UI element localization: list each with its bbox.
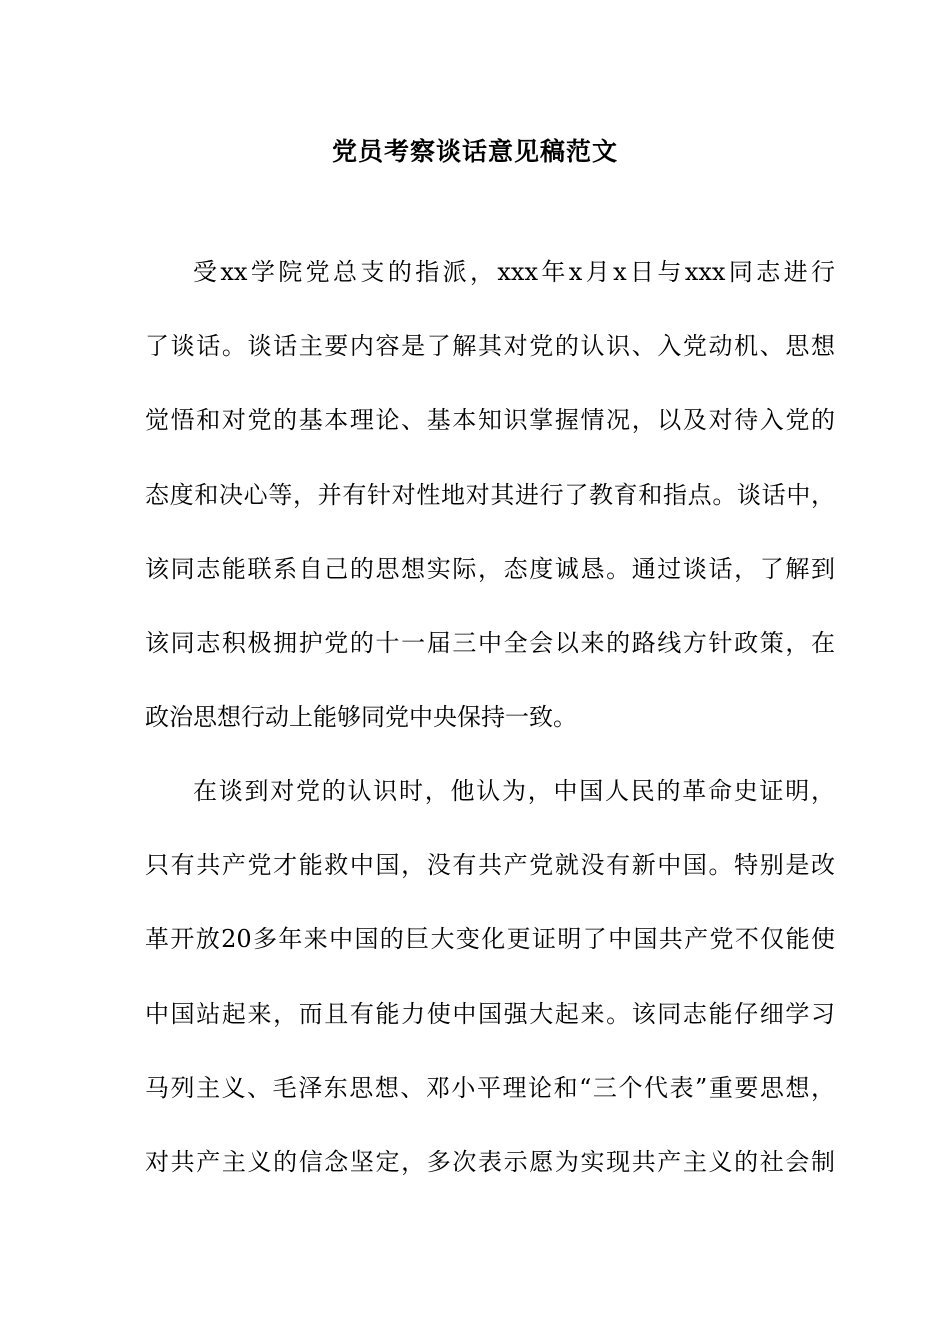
paragraph-line: 革开放20多年来中国的巨大变化更证明了中国共产党不仅能使 bbox=[145, 925, 835, 954]
paragraph-line: 了谈话。谈话主要内容是了解其对党的认识、入党动机、思想 bbox=[145, 332, 835, 361]
paragraph-line: 该同志能联系自己的思想实际，态度诚恳。通过谈话，了解到 bbox=[145, 554, 835, 583]
paragraph-1 bbox=[145, 252, 835, 771]
paragraph-line: 该同志积极拥护党的十一届三中全会以来的路线方针政策，在 bbox=[145, 628, 835, 657]
paragraph-line: 态度和决心等，并有针对性地对其进行了教育和指点。谈话中， bbox=[145, 480, 835, 509]
document-title: 党员考察谈话意见稿范文 bbox=[331, 137, 618, 166]
paragraph-line: 政治思想行动上能够同党中央保持一致。 bbox=[145, 703, 577, 732]
paragraph-line: 马列主义、毛泽东思想、邓小平理论和“三个代表”重要思想， bbox=[145, 1073, 835, 1102]
paragraph-line: 受xx学院党总支的指派，xxx年x月x日与xxx同志进行 bbox=[193, 258, 835, 286]
paragraph-line: 对共产主义的信念坚定，多次表示愿为实现共产主义的社会制 bbox=[145, 1147, 835, 1176]
paragraph-2 bbox=[145, 771, 835, 1216]
paragraph-line: 在谈到对党的认识时，他认为，中国人民的革命史证明， bbox=[193, 777, 835, 805]
paragraph-line: 只有共产党才能救中国，没有共产党就没有新中国。特别是改 bbox=[145, 851, 835, 880]
paragraph-line: 觉悟和对党的基本理论、基本知识掌握情况，以及对待入党的 bbox=[145, 406, 835, 435]
paragraph-line: 中国站起来，而且有能力使中国强大起来。该同志能仔细学习 bbox=[145, 999, 835, 1028]
